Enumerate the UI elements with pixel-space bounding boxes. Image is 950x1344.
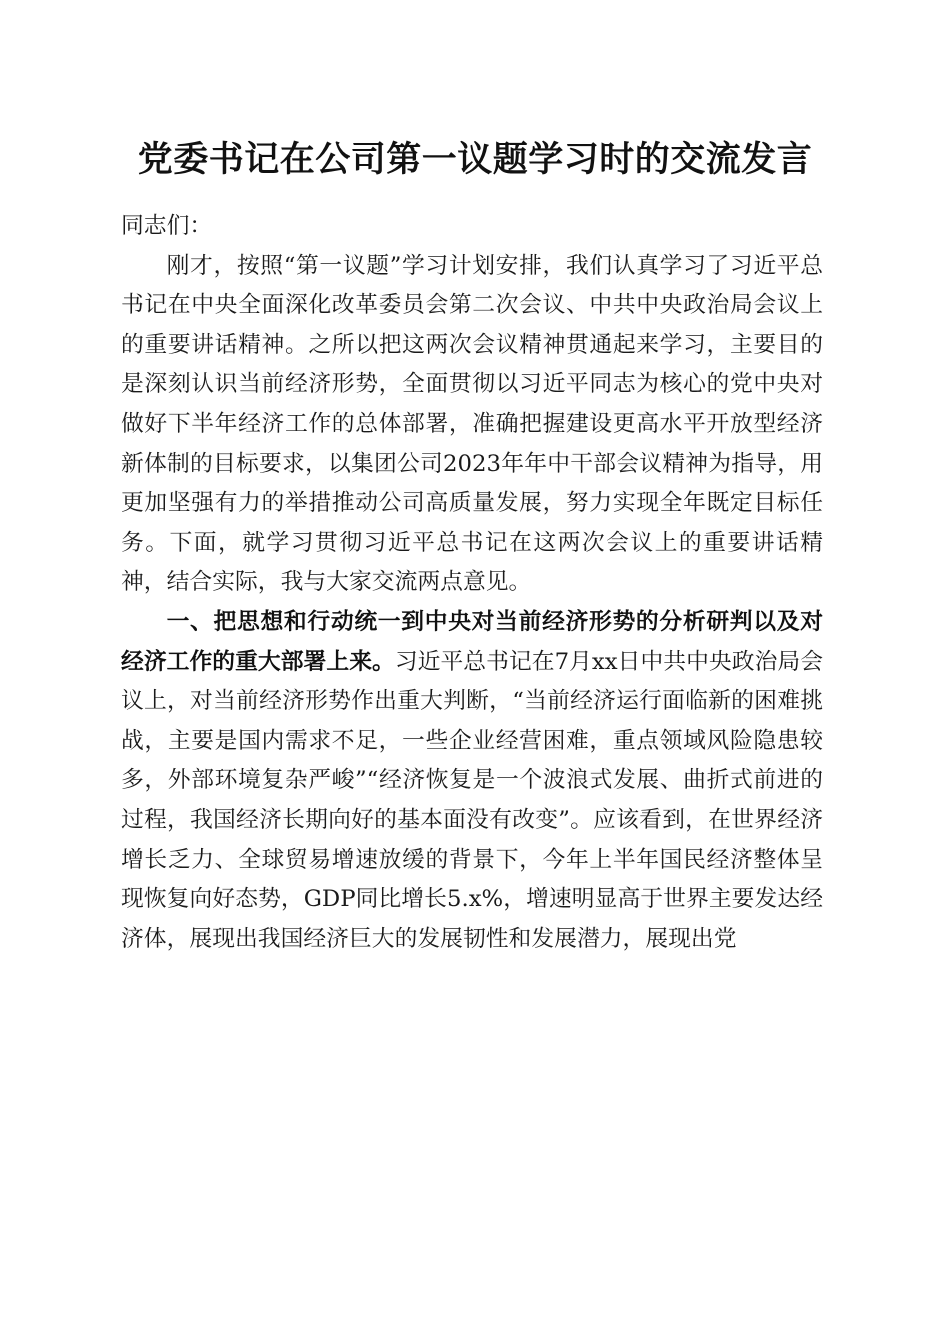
section-1-body: 习近平总书记在7月xx日中共中央政治局会议上，对当前经济形势作出重大判断，“当前经济运行面临新的困难挑战，主要是国内需求不足，一些企业经营困难，重点领域风险隐患较多，外部环境复杂严峻”“经济恢复是一个波浪式发展、曲折式前进的过程，我国经济长期向好的基本面没有改变”。应该看到，在世界经济增长乏力、全球贸易增速放缓的背景下，今年上半年国民经济整体呈现恢复向好态势，GDP同比增长5.x%，增速明显高于世界主要发达经济体，展现出我国经济巨大的发展韧性和发展潜力，展现出党 [121,648,824,952]
document-body [121,207,823,959]
section-1-heading: 一、把思想和行动统一到中央对当前经济形势的分析研判以及对经济工作的重大部署上来。 [121,608,823,675]
paragraph-section-1 [121,603,823,959]
document-title: 党委书记在公司第一议题学习时的交流发言 [137,139,813,180]
salutation: 同志们： [121,213,213,239]
paragraph-intro: 刚才，按照“第一议题”学习计划安排，我们认真学习了习近平总书记在中央全面深化改革委员会第二次会议、中共中央政治局会议上的重要讲话精神。之所以把这两次会议精神贯通起来学习，主要目的是深刻认识当前经济形势，全面贯彻以习近平同志为核心的党中央对做好下半年经济工作的总体部署，准确把握建设更高水平开放型经济新体制的目标要求，以集团公司2023年年中干部会议精神为指导，用更加坚强有力的举措推动公司高质量发展，努力实现全年既定目标任务。下面，就学习贯彻习近平总书记在这两次会议上的重要讲话精神，结合实际，我与大家交流两点意见。 [121,252,823,596]
